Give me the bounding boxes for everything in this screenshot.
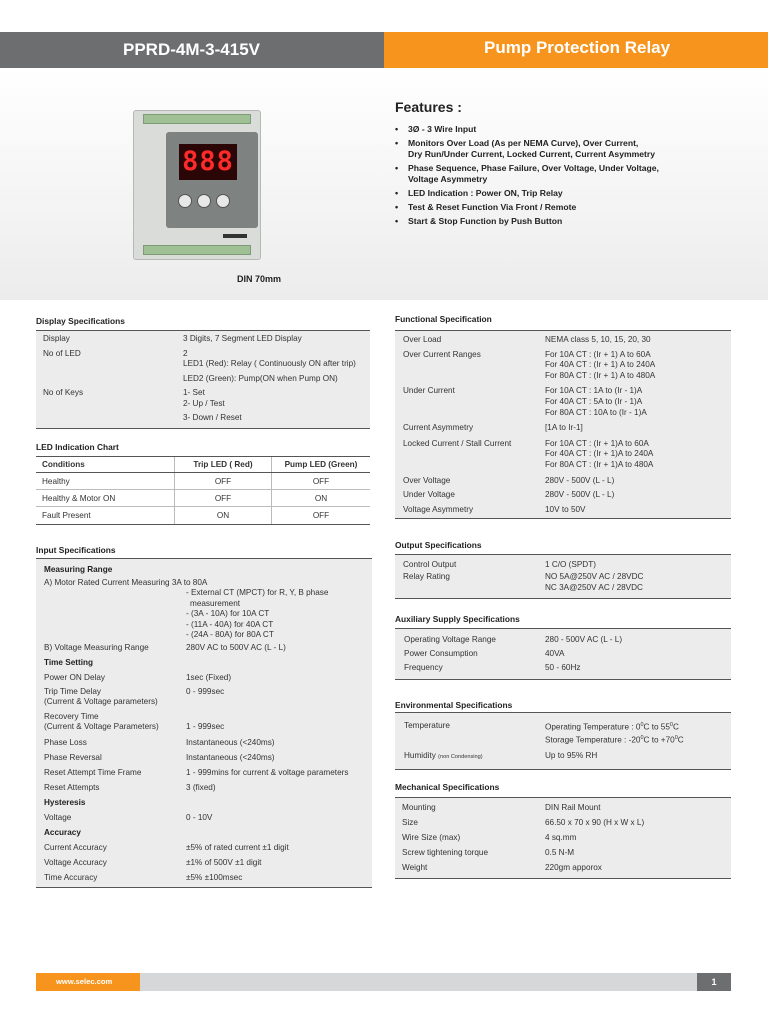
spec-key: Display bbox=[43, 334, 70, 343]
feature-text: Monitors Over Load (As per NEMA Curve), Over Current, bbox=[408, 138, 639, 148]
spec-row bbox=[395, 750, 731, 763]
spec-key: Over Current Ranges bbox=[403, 349, 481, 359]
spec-key: Power Consumption bbox=[404, 649, 478, 659]
product-title: Pump Protection Relay bbox=[384, 32, 768, 68]
spec-value: 3 Digits, 7 Segment LED Display bbox=[183, 334, 302, 343]
spec-row bbox=[395, 830, 731, 845]
spec-key: Mounting bbox=[402, 803, 436, 812]
spec-value bbox=[545, 720, 731, 745]
led-display: 888 bbox=[179, 144, 237, 180]
spec-key: No of LED bbox=[43, 348, 81, 358]
spec-key: Temperature bbox=[404, 721, 450, 730]
spec-key: Size bbox=[402, 818, 418, 827]
spec-value-line: For 10A CT : (Ir + 1)A to 60A bbox=[545, 438, 649, 448]
spec-value: 1sec (Fixed) bbox=[186, 672, 232, 682]
spec-value-line: For 10A CT : (Ir + 1) A to 60A bbox=[545, 349, 651, 359]
header-bar bbox=[0, 32, 768, 68]
spec-value-line: For 80A CT : (Ir + 1) A to 480A bbox=[545, 370, 656, 380]
spec-row bbox=[36, 685, 372, 710]
spec-key: Voltage Asymmetry bbox=[403, 504, 474, 514]
spec-row bbox=[36, 349, 370, 389]
spec-value-line: For 10A CT : 1A to (Ir - 1)A bbox=[545, 386, 643, 396]
spec-key bbox=[36, 712, 186, 733]
spec-key: Under Voltage bbox=[403, 490, 455, 500]
condition-cell: Healthy & Motor ON bbox=[42, 493, 116, 503]
functional-spec-title: Functional Specification bbox=[395, 314, 492, 324]
ct-line: - External CT (MPCT) for R, Y, B phase bbox=[186, 588, 329, 597]
spec-row bbox=[395, 720, 731, 745]
spec-row bbox=[395, 860, 731, 875]
table-row bbox=[36, 473, 370, 490]
spec-value: Instantaneous (<240ms) bbox=[186, 737, 275, 747]
spec-value: 280V AC to 500V AC (L - L) bbox=[186, 642, 286, 652]
spec-row bbox=[395, 633, 731, 647]
spec-row bbox=[395, 647, 731, 661]
spec-value: 280V - 500V (L - L) bbox=[545, 490, 615, 500]
storage-temperature: Storage Temperature : $-20^0C$ to $+70^0C$ bbox=[545, 734, 684, 745]
ct-line: - (11A - 40A) for 40A CT bbox=[186, 619, 274, 629]
features-title: Features : bbox=[395, 99, 462, 115]
accuracy-heading: Accuracy bbox=[44, 827, 81, 837]
spec-value: 220gm apporox bbox=[545, 863, 602, 872]
spec-value-line: LED2 (Green): Pump(ON when Pump ON) bbox=[183, 373, 338, 383]
spec-value: Up to 95% RH bbox=[545, 751, 598, 761]
terminal-strip-bottom bbox=[143, 245, 251, 255]
device-front-panel bbox=[166, 132, 258, 228]
spec-value bbox=[183, 388, 370, 424]
spec-row bbox=[36, 780, 372, 795]
spec-key: Phase Reversal bbox=[44, 752, 102, 762]
spec-value: 0 - 999sec bbox=[186, 686, 225, 696]
device-button-icon bbox=[178, 194, 192, 208]
spec-key bbox=[395, 750, 545, 763]
spec-value-line: 2- Up / Test bbox=[183, 398, 225, 408]
spec-row bbox=[395, 439, 731, 471]
spec-row bbox=[395, 490, 731, 501]
image-caption: DIN 70mm bbox=[237, 274, 282, 284]
spec-row bbox=[395, 505, 731, 516]
spec-row bbox=[36, 641, 372, 655]
output-spec-table bbox=[395, 554, 731, 599]
spec-key-line: Control Output bbox=[403, 560, 457, 569]
spec-row bbox=[36, 750, 372, 765]
spec-value: 280V - 500V (L - L) bbox=[545, 475, 615, 485]
spec-value: 10V to 50V bbox=[545, 504, 586, 514]
pump-led-cell: ON bbox=[314, 493, 328, 503]
spec-row bbox=[395, 350, 731, 382]
ct-line: - (24A - 80A) for 80A CT bbox=[186, 630, 274, 640]
header-trip-led: Trip LED ( Red) bbox=[174, 457, 272, 472]
spec-value: DIN Rail Mount bbox=[545, 803, 601, 812]
spec-key: Weight bbox=[402, 863, 428, 872]
spec-key: Time Accuracy bbox=[44, 872, 98, 882]
device-button-icon bbox=[197, 194, 211, 208]
feature-text: Voltage Asymmetry bbox=[408, 174, 488, 184]
spec-value bbox=[545, 559, 731, 594]
feature-item bbox=[395, 216, 755, 227]
spec-value-line: LED1 (Red): Relay ( Continuously ON after trip) bbox=[183, 359, 356, 368]
website-link[interactable]: www.selec.com bbox=[36, 973, 140, 991]
ct-line: - (3A - 10A) for 10A CT bbox=[186, 609, 270, 619]
spec-row bbox=[36, 710, 372, 735]
feature-item bbox=[395, 163, 755, 185]
spec-row bbox=[36, 765, 372, 780]
spec-value: ±1% of 500V ±1 digit bbox=[186, 857, 262, 867]
spec-key: Wire Size (max) bbox=[402, 833, 461, 842]
spec-row bbox=[395, 661, 731, 675]
spec-value-line: For 80A CT : (Ir + 1)A to 480A bbox=[545, 459, 654, 469]
input-spec-table bbox=[36, 558, 372, 888]
operating-temperature: Operating Temperature : $0^0C$ to $55^0C$ bbox=[545, 722, 679, 732]
spec-value-line: 1- Set bbox=[183, 388, 205, 397]
feature-text: LED Indication : Power ON, Trip Relay bbox=[408, 188, 563, 198]
spec-value: [1A to Ir-1] bbox=[545, 423, 583, 433]
spec-value: 1 - 999sec bbox=[186, 721, 225, 731]
measuring-range-heading: Measuring Range bbox=[44, 565, 113, 574]
spec-value-line: 2 bbox=[183, 348, 188, 358]
terminal-strip-top bbox=[143, 114, 251, 124]
spec-value bbox=[545, 439, 731, 471]
spec-row bbox=[36, 735, 372, 750]
trip-led-cell: OFF bbox=[174, 490, 272, 506]
feature-text: Start & Stop Function by Push Button bbox=[408, 216, 563, 226]
spec-key bbox=[395, 559, 545, 594]
din-clip bbox=[223, 234, 247, 238]
spec-value: 40VA bbox=[545, 649, 565, 659]
aux-spec-table bbox=[395, 628, 731, 680]
product-image bbox=[128, 100, 266, 270]
device-buttons bbox=[178, 194, 230, 208]
spec-row bbox=[36, 855, 372, 870]
spec-row bbox=[36, 334, 370, 345]
input-spec-title: Input Specifications bbox=[36, 545, 116, 555]
spec-value: 0.5 N-M bbox=[545, 848, 575, 857]
spec-key: Reset Attempts bbox=[44, 782, 100, 792]
trip-led-cell: OFF bbox=[174, 473, 272, 489]
feature-item bbox=[395, 188, 755, 199]
humidity-note: (non Condensing) bbox=[438, 754, 483, 761]
spec-key: Operating Voltage Range bbox=[404, 635, 496, 644]
pump-led-cell: OFF bbox=[312, 511, 330, 520]
spec-value: Instantaneous (<240ms) bbox=[186, 752, 275, 762]
spec-key: Screw tightening torque bbox=[402, 848, 489, 857]
display-spec-title: Display Specifications bbox=[36, 316, 125, 326]
ct-line: measurement bbox=[190, 598, 241, 608]
feature-item bbox=[395, 138, 755, 160]
spec-key: Phase Loss bbox=[44, 737, 87, 747]
time-setting-heading: Time Setting bbox=[44, 657, 93, 667]
feature-text: 3Ø - 3 Wire Input bbox=[408, 124, 477, 134]
humidity-label: Humidity bbox=[404, 751, 436, 761]
spec-value-line: 3- Down / Reset bbox=[183, 413, 242, 422]
spec-row bbox=[395, 386, 731, 418]
model-title: PPRD-4M-3-415V bbox=[0, 32, 384, 68]
mech-spec-title: Mechanical Specifications bbox=[395, 782, 500, 792]
condition-cell: Fault Present bbox=[42, 511, 91, 520]
spec-key: No of Keys bbox=[43, 388, 84, 397]
env-spec-title: Environmental Specifications bbox=[395, 700, 513, 710]
spec-key: Voltage Accuracy bbox=[44, 857, 107, 867]
spec-value: 4 sq.mm bbox=[545, 833, 577, 842]
header-pump-led: Pump LED (Green) bbox=[284, 460, 358, 469]
spec-row bbox=[36, 810, 372, 825]
spec-row bbox=[395, 845, 731, 860]
spec-key: Frequency bbox=[404, 663, 443, 673]
device-button-icon bbox=[216, 194, 230, 208]
functional-spec-table bbox=[395, 330, 731, 519]
led-chart-header bbox=[36, 456, 370, 473]
ct-lines bbox=[36, 588, 372, 641]
spec-row bbox=[395, 335, 731, 346]
table-row bbox=[36, 507, 370, 524]
spec-value: ±5% ±100msec bbox=[186, 872, 243, 882]
spec-value: 50 - 60Hz bbox=[545, 663, 581, 673]
features-section bbox=[395, 99, 755, 230]
spec-key: Over Load bbox=[403, 335, 442, 344]
spec-value-line: NO 5A@250V AC / 28VDC bbox=[545, 571, 644, 581]
spec-key-line: Relay Rating bbox=[403, 571, 450, 581]
pump-led-cell: OFF bbox=[312, 476, 330, 486]
output-spec-title: Output Specifications bbox=[395, 540, 482, 550]
spec-value bbox=[545, 386, 731, 418]
spec-value: NEMA class 5, 10, 15, 20, 30 bbox=[545, 335, 651, 344]
spec-row bbox=[36, 840, 372, 855]
display-spec-table bbox=[36, 330, 370, 429]
aux-spec-title: Auxiliary Supply Specifications bbox=[395, 614, 520, 624]
spec-row bbox=[36, 670, 372, 685]
spec-value-line: 1 C/O (SPDT) bbox=[545, 560, 596, 569]
footer-bar bbox=[36, 973, 731, 991]
mech-spec-table bbox=[395, 797, 731, 879]
spec-value: 0 - 10V bbox=[186, 812, 213, 822]
feature-text: Dry Run/Under Current, Locked Current, Current Asymmetry bbox=[408, 149, 656, 159]
spec-row bbox=[395, 559, 731, 594]
spec-key: B) Voltage Measuring Range bbox=[44, 642, 149, 652]
spec-key-line: Recovery Time bbox=[44, 711, 99, 721]
spec-key: Under Current bbox=[403, 386, 455, 396]
spec-key-line: Trip Time Delay bbox=[44, 686, 102, 696]
feature-text: Phase Sequence, Phase Failure, Over Voltage, Under Voltage, bbox=[408, 163, 659, 173]
page-number: 1 bbox=[697, 973, 731, 991]
spec-value-line: NC 3A@250V AC / 28VDC bbox=[545, 583, 643, 592]
led-chart-title: LED Indication Chart bbox=[36, 442, 119, 452]
spec-row bbox=[395, 815, 731, 830]
spec-value bbox=[545, 350, 731, 382]
spec-key: Current Asymmetry bbox=[403, 423, 474, 433]
spec-value: ±5% of rated current ±1 digit bbox=[186, 842, 289, 852]
spec-value: 280 - 500V AC (L - L) bbox=[545, 635, 623, 644]
spec-value bbox=[183, 349, 370, 389]
spec-value-line: For 40A CT : (Ir + 1)A to 240A bbox=[545, 449, 654, 459]
spec-key: Power ON Delay bbox=[44, 672, 105, 682]
header-conditions: Conditions bbox=[42, 460, 85, 469]
led-chart-table bbox=[36, 456, 370, 525]
feature-text: Test & Reset Function Via Front / Remote bbox=[408, 202, 577, 212]
spec-row bbox=[36, 388, 370, 424]
feature-item bbox=[395, 202, 755, 213]
spec-key: Over Voltage bbox=[403, 475, 451, 485]
spec-key-line: (Current & Voltage Parameters) bbox=[44, 722, 159, 732]
spec-value: 1 - 999mins for current & voltage parameters bbox=[186, 767, 349, 777]
table-row bbox=[36, 490, 370, 507]
spec-key: Reset Attempt Time Frame bbox=[44, 767, 142, 777]
spec-value: 3 (fixed) bbox=[186, 782, 216, 792]
spec-key: Current Accuracy bbox=[44, 842, 107, 852]
spec-key: Voltage bbox=[44, 812, 72, 822]
trip-led-cell: ON bbox=[174, 507, 272, 524]
feature-item bbox=[395, 124, 755, 135]
spec-value: 66.50 x 70 x 90 (H x W x L) bbox=[545, 818, 645, 827]
env-spec-table bbox=[395, 712, 731, 770]
condition-cell: Healthy bbox=[42, 476, 70, 486]
spec-value-line: For 80A CT : 10A to (Ir - 1)A bbox=[545, 407, 647, 417]
spec-row bbox=[36, 870, 372, 885]
hysteresis-heading: Hysteresis bbox=[44, 797, 86, 807]
motor-current-row: A) Motor Rated Current Measuring 3A to 80A bbox=[44, 578, 208, 587]
spec-value-line: For 40A CT : (Ir + 1) A to 240A bbox=[545, 360, 656, 370]
spec-value-line: For 40A CT : 5A to (Ir - 1)A bbox=[545, 396, 643, 406]
spec-row bbox=[395, 423, 731, 434]
spec-key: Locked Current / Stall Current bbox=[403, 438, 512, 448]
spec-key-line: (Current & Voltage parameters) bbox=[44, 697, 158, 707]
spec-key bbox=[36, 687, 186, 708]
features-list bbox=[395, 124, 755, 227]
spec-row bbox=[395, 800, 731, 815]
spec-row bbox=[395, 476, 731, 487]
